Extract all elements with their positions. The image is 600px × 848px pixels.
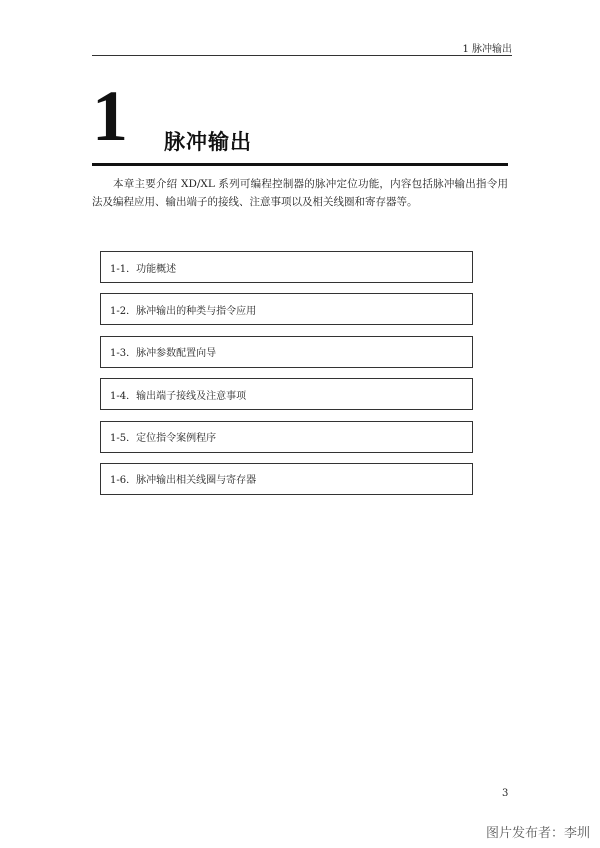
chapter-intro: 本章主要介绍 XD/XL 系列可编程控制器的脉冲定位功能，内容包括脉冲输出指令用法及编程应用、输出端子的接线、注意事项以及相关线圈和寄存器等。: [92, 178, 508, 208]
section-item-3[interactable]: [100, 336, 473, 368]
section-item-6[interactable]: [100, 463, 473, 495]
chapter-number: 1: [92, 76, 128, 156]
section-item-5[interactable]: [100, 421, 473, 453]
publisher-credit: 图片发布者：李圳: [485, 826, 590, 841]
section-item-label: 1-4．输出端子接线及注意事项: [110, 390, 247, 402]
running-header-title: 1 脉冲输出: [462, 44, 512, 55]
section-item-4[interactable]: [100, 378, 473, 410]
section-item-label: 1-5．定位指令案例程序: [110, 433, 217, 445]
section-list: [100, 251, 473, 505]
chapter-title: 脉冲输出: [164, 130, 252, 154]
section-item-2[interactable]: [100, 293, 473, 325]
section-item-1[interactable]: [100, 251, 473, 283]
running-header: [92, 38, 512, 56]
section-item-label: 1-6．脉冲输出相关线圈与寄存器: [110, 475, 257, 487]
section-item-label: 1-1．功能概述: [110, 263, 177, 275]
section-item-label: 1-2．脉冲输出的种类与指令应用: [110, 305, 257, 317]
page-number: 3: [502, 788, 509, 799]
title-divider: [92, 163, 508, 166]
section-item-label: 1-3．脉冲参数配置向导: [110, 348, 217, 360]
